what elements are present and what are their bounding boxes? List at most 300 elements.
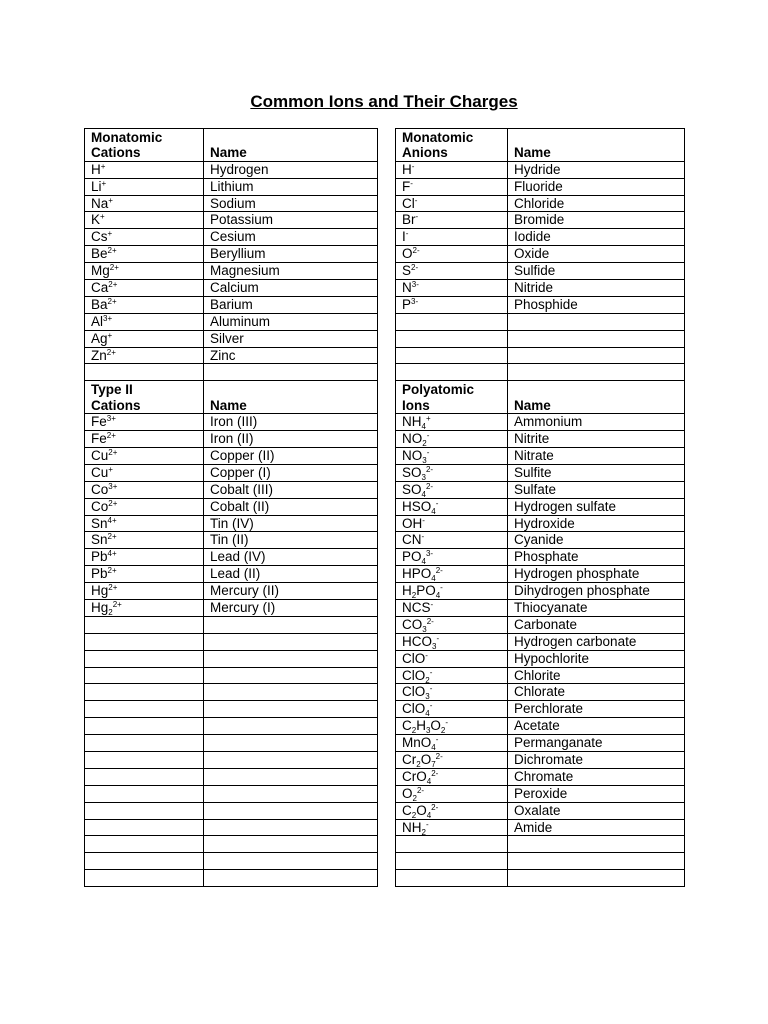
ion-name	[508, 464, 685, 481]
ion-name-text: Copper (I)	[210, 464, 271, 480]
ion-subscript: 2	[411, 591, 417, 600]
table-row	[396, 701, 685, 718]
ion-symbol	[396, 313, 508, 330]
ion-name	[204, 195, 378, 212]
ion-charge: -	[429, 684, 433, 694]
table-row	[396, 532, 685, 549]
section-header-line: Type II	[91, 382, 133, 398]
ion-symbol	[85, 599, 204, 616]
ion-subscript: 2	[425, 675, 430, 684]
ion-name	[508, 263, 685, 280]
ion-charge: +	[425, 414, 431, 424]
table-row	[85, 583, 378, 600]
table-row	[396, 481, 685, 498]
ion-charge: 2+	[107, 246, 117, 256]
ion-symbol	[396, 853, 508, 870]
table-row	[85, 431, 378, 448]
ion-name-text: Phosphide	[514, 296, 578, 312]
table-row	[85, 701, 378, 718]
ion-name	[204, 566, 378, 583]
ion-symbol-text: H	[402, 583, 412, 599]
section-header-row	[396, 381, 685, 414]
table-row	[396, 819, 685, 836]
ion-name	[508, 785, 685, 802]
ion-name	[508, 701, 685, 718]
ion-symbol-text: I	[402, 229, 406, 245]
table-row	[396, 313, 685, 330]
ion-name	[204, 263, 378, 280]
ion-symbol-text: Ba	[91, 296, 108, 312]
ion-name	[508, 195, 685, 212]
ion-subscript: 2	[411, 726, 417, 735]
name-column-header	[508, 381, 685, 414]
ion-name-text: Carbonate	[514, 616, 578, 632]
ion-name-text: Amide	[514, 819, 553, 835]
ion-name	[508, 853, 685, 870]
ion-symbol	[85, 718, 204, 735]
ion-name	[508, 599, 685, 616]
ion-name	[204, 836, 378, 853]
ion-name-text: Perchlorate	[514, 701, 584, 717]
ion-symbol-text: N	[402, 280, 412, 296]
ion-name-text: Mercury (I)	[210, 599, 276, 615]
ion-symbol	[396, 684, 508, 701]
ion-symbol-text: H	[402, 161, 412, 177]
table-row	[85, 515, 378, 532]
ion-name	[508, 229, 685, 246]
ion-symbol-text: O	[416, 802, 427, 818]
table-row	[396, 853, 685, 870]
ion-symbol-text: MnO	[402, 735, 432, 751]
table-row	[85, 364, 378, 381]
table-row	[85, 532, 378, 549]
ion-name	[508, 836, 685, 853]
ion-name-text: Barium	[210, 296, 253, 312]
ion-name	[204, 330, 378, 347]
ion-subscript: 2	[108, 607, 113, 617]
ion-symbol	[396, 701, 508, 718]
ion-name-text: Hypochlorite	[514, 650, 590, 666]
table-row	[85, 616, 378, 633]
ion-symbol	[396, 195, 508, 212]
ion-name	[508, 667, 685, 684]
ion-name-text: Hydrogen	[210, 161, 269, 177]
ion-charge: 3+	[103, 313, 113, 323]
ion-name-text: Fluoride	[514, 178, 563, 194]
ion-symbol	[85, 178, 204, 195]
ion-name	[508, 447, 685, 464]
ion-name	[508, 330, 685, 347]
table-row	[85, 347, 378, 364]
ion-subscript: 3	[422, 455, 427, 465]
ion-charge: +	[100, 212, 105, 222]
ion-symbol-text: SO	[402, 481, 422, 497]
table-row	[396, 836, 685, 853]
table-row	[396, 684, 685, 701]
ion-symbol-text: Pb	[91, 566, 108, 582]
ion-name	[508, 549, 685, 566]
ion-name-text: Thiocyanate	[514, 599, 588, 615]
table-row	[396, 229, 685, 246]
ion-symbol	[85, 364, 204, 381]
ion-name-text: Dihydrogen phosphate	[514, 583, 650, 599]
table-row	[85, 785, 378, 802]
table-row	[396, 870, 685, 887]
ion-name	[204, 599, 378, 616]
ion-name	[204, 347, 378, 364]
ion-charge: 2+	[108, 498, 118, 508]
ion-symbol-text: NCS	[402, 599, 431, 615]
ion-symbol	[396, 718, 508, 735]
ion-charge: 2-	[431, 802, 439, 812]
ion-name	[204, 246, 378, 263]
ion-symbol	[396, 735, 508, 752]
ion-symbol-text: Sn	[91, 532, 108, 548]
ion-name	[204, 178, 378, 195]
ion-charge: 3-	[425, 549, 434, 559]
ion-name-text: Nitride	[514, 280, 554, 296]
ion-symbol	[396, 599, 508, 616]
ion-symbol-text: Fe	[91, 414, 107, 430]
ion-name-text: Cyanide	[514, 532, 564, 548]
table-row	[85, 768, 378, 785]
ion-charge: -	[440, 583, 443, 593]
ion-charge: 2+	[108, 447, 118, 457]
ion-name	[508, 532, 685, 549]
ion-symbol-text: H	[91, 161, 101, 177]
ion-symbol-text: C	[402, 802, 412, 818]
ion-symbol-text: Co	[91, 481, 109, 497]
ion-subscript: 3	[422, 624, 427, 634]
ion-symbol-text: NO	[402, 431, 423, 447]
ion-name	[508, 313, 685, 330]
ion-name-text: Cobalt (III)	[210, 481, 274, 497]
ion-charge: 2-	[435, 751, 443, 761]
ion-name-text: Lead (II)	[210, 566, 261, 582]
ion-name	[508, 583, 685, 600]
ion-symbol-text: HSO	[402, 498, 432, 514]
ion-charge: -	[405, 229, 409, 239]
ion-name-text: Mercury (II)	[210, 583, 279, 599]
ion-name	[508, 246, 685, 263]
ion-name-text: Hydrogen phosphate	[514, 566, 640, 582]
ion-symbol-text: ClO	[402, 667, 426, 683]
ion-name	[204, 701, 378, 718]
ion-symbol	[85, 464, 204, 481]
ion-subscript: 4	[431, 506, 436, 516]
ion-symbol	[396, 330, 508, 347]
table-row	[396, 161, 685, 178]
table-row	[396, 566, 685, 583]
ion-charge: -	[415, 212, 419, 222]
table-row	[396, 178, 685, 195]
ion-symbol	[85, 549, 204, 566]
ion-symbol-text: HPO	[402, 566, 432, 582]
ion-charge: 2+	[106, 431, 116, 441]
ion-subscript: 2	[411, 810, 417, 820]
ion-charge: -	[421, 532, 425, 542]
name-column-header	[204, 129, 378, 162]
ion-symbol	[85, 802, 204, 819]
table-row	[85, 313, 378, 330]
ion-charge: +	[101, 178, 107, 188]
table-row	[396, 515, 685, 532]
table-row	[396, 718, 685, 735]
ion-subscript: 2	[440, 726, 446, 735]
ion-name-text: Cobalt (II)	[210, 498, 270, 514]
ion-symbol-text: Cl	[402, 195, 415, 211]
ion-charge: 3-	[411, 280, 419, 290]
name-header-label: Name	[210, 397, 247, 413]
ion-name	[508, 161, 685, 178]
ion-name	[204, 532, 378, 549]
name-header-label: Name	[514, 145, 551, 161]
ion-name	[508, 650, 685, 667]
ion-name-text: Copper (II)	[210, 447, 275, 463]
table-row	[85, 870, 378, 887]
table-row	[85, 751, 378, 768]
ion-symbol-text: Ca	[91, 280, 109, 296]
ion-symbol	[85, 431, 204, 448]
ion-symbol	[396, 549, 508, 566]
ion-charge: 3+	[106, 414, 116, 424]
ion-symbol	[85, 751, 204, 768]
ion-name	[204, 583, 378, 600]
ion-symbol-text: ClO	[402, 650, 426, 666]
section-header-line: Monatomic	[91, 129, 163, 145]
ion-name-text: Lithium	[210, 178, 254, 194]
ion-subscript: 4	[426, 810, 432, 820]
ion-symbol	[396, 819, 508, 836]
table-row	[85, 414, 378, 431]
ion-symbol-text: Sn	[91, 515, 108, 531]
ion-symbol	[85, 447, 204, 464]
ion-name-text: Hydride	[514, 161, 561, 177]
ion-name-text: Iodide	[514, 229, 551, 245]
table-row	[396, 751, 685, 768]
ion-charge: -	[422, 515, 425, 525]
ion-name	[204, 481, 378, 498]
section-header-row	[85, 381, 378, 414]
ion-charge: -	[429, 701, 433, 711]
ion-symbol-text: C	[402, 718, 412, 734]
table-row	[85, 667, 378, 684]
ion-symbol	[85, 498, 204, 515]
ion-charge: -	[411, 161, 415, 171]
ion-symbol	[85, 684, 204, 701]
table-row	[85, 195, 378, 212]
ion-symbol	[85, 633, 204, 650]
ion-symbol	[85, 296, 204, 313]
table-row	[85, 447, 378, 464]
ion-name-text: Oxalate	[514, 802, 561, 818]
ion-name-text: Zinc	[210, 347, 236, 363]
table-row	[85, 161, 378, 178]
ion-name-text: Chlorate	[514, 684, 566, 700]
table-row	[85, 464, 378, 481]
table-row	[396, 785, 685, 802]
table-row	[85, 280, 378, 297]
ion-name-text: Sulfide	[514, 263, 556, 279]
ion-name-text: Iron (II)	[210, 431, 254, 447]
ion-symbol-text: CN	[402, 532, 422, 548]
ion-name-text: Bromide	[514, 212, 565, 228]
ion-name	[204, 296, 378, 313]
table-row	[85, 330, 378, 347]
ion-charge: -	[426, 447, 430, 457]
ion-symbol	[396, 667, 508, 684]
table-row	[85, 566, 378, 583]
table-row	[396, 263, 685, 280]
ion-name-text: Peroxide	[514, 785, 568, 801]
table-row	[85, 263, 378, 280]
table-row	[85, 718, 378, 735]
ion-subscript: 4	[425, 709, 430, 718]
ion-name	[508, 212, 685, 229]
ion-name	[508, 178, 685, 195]
ion-charge: +	[108, 464, 113, 474]
ion-subscript: 3	[425, 692, 430, 701]
ion-subscript: 4	[421, 489, 426, 499]
ion-name	[204, 229, 378, 246]
ion-name	[204, 616, 378, 633]
ion-symbol	[396, 616, 508, 633]
ion-name	[204, 870, 378, 887]
ion-symbol	[396, 515, 508, 532]
ion-symbol-text: PO	[402, 549, 422, 565]
ion-symbol-text: CO	[402, 616, 423, 632]
ion-name-text: Sulfite	[514, 464, 552, 480]
ion-symbol-text: F	[402, 178, 411, 194]
section-header	[85, 381, 204, 414]
ion-symbol	[85, 819, 204, 836]
section-header-line: Cations	[91, 397, 141, 413]
ion-name	[204, 853, 378, 870]
ion-name-text: Oxide	[514, 246, 550, 262]
ion-symbol	[85, 195, 204, 212]
ion-subscript: 2	[422, 439, 427, 448]
table-row	[396, 464, 685, 481]
table-row	[396, 735, 685, 752]
ion-charge: 2+	[107, 532, 117, 542]
ion-charge: 2-	[416, 785, 425, 795]
ion-symbol-text: HCO	[402, 633, 432, 649]
ion-name	[204, 718, 378, 735]
ion-symbol	[85, 246, 204, 263]
ion-symbol	[85, 768, 204, 785]
name-column-header	[508, 129, 685, 162]
ion-name	[204, 633, 378, 650]
ion-symbol	[85, 263, 204, 280]
ion-name	[508, 802, 685, 819]
ion-subscript: 4	[435, 591, 441, 600]
ion-name	[204, 498, 378, 515]
ion-name	[204, 819, 378, 836]
ion-name	[508, 735, 685, 752]
ion-name-text: Acetate	[514, 718, 560, 734]
ion-name	[508, 616, 685, 633]
ion-symbol-text: OH	[402, 515, 423, 531]
ion-charge: -	[425, 819, 429, 829]
ion-name-text: Ammonium	[514, 414, 583, 430]
ion-symbol	[85, 566, 204, 583]
ion-symbol	[85, 481, 204, 498]
ion-charge: 2+	[107, 296, 117, 306]
table-row	[85, 735, 378, 752]
table-row	[85, 633, 378, 650]
ion-name	[508, 870, 685, 887]
ion-name-text: Tin (II)	[210, 532, 249, 548]
ion-symbol-text: Br	[402, 212, 416, 228]
ion-name-text: Sulfate	[514, 481, 557, 497]
table-row	[85, 229, 378, 246]
ion-symbol-text: ClO	[402, 701, 426, 717]
ion-symbol	[396, 280, 508, 297]
ion-symbol-text: Cs	[91, 229, 108, 245]
table-row	[396, 447, 685, 464]
ion-charge: -	[414, 195, 418, 205]
ion-charge: +	[107, 229, 113, 239]
ion-charge: 4+	[107, 549, 117, 559]
section-header-line: Cations	[91, 145, 141, 161]
ion-name-text: Aluminum	[210, 313, 271, 329]
ion-name-text: Beryllium	[210, 246, 266, 262]
table-row	[396, 212, 685, 229]
table-row	[396, 616, 685, 633]
ion-name	[204, 650, 378, 667]
section-header-line: Ions	[402, 397, 430, 413]
ion-charge: 2-	[411, 263, 419, 273]
ion-symbol-text: O	[402, 785, 413, 801]
ion-subscript: 7	[431, 759, 436, 769]
ion-symbol	[396, 229, 508, 246]
ion-symbol-text: S	[402, 263, 412, 279]
ion-name-text: Chlorite	[514, 667, 561, 683]
ion-symbol-text: P	[402, 296, 412, 312]
ion-symbol	[85, 515, 204, 532]
ion-symbol-text: Mg	[91, 263, 110, 279]
ion-symbol	[85, 701, 204, 718]
ion-symbol	[85, 667, 204, 684]
ion-subscript: 3	[425, 726, 431, 735]
ion-name	[508, 498, 685, 515]
ion-charge: 2+	[106, 347, 116, 357]
ion-subscript: 4	[421, 557, 426, 566]
ion-name-text: Nitrate	[514, 447, 554, 463]
ion-name	[204, 447, 378, 464]
ion-name	[204, 364, 378, 381]
table-row	[85, 549, 378, 566]
ion-symbol	[396, 431, 508, 448]
ion-symbol-text: ClO	[402, 684, 426, 700]
ion-symbol	[396, 566, 508, 583]
ion-symbol	[85, 836, 204, 853]
page-title: Common Ions and Their Charges	[250, 92, 518, 111]
ion-subscript: 3	[421, 472, 426, 482]
ion-symbol	[396, 414, 508, 431]
ion-symbol	[396, 481, 508, 498]
name-header-label: Name	[514, 397, 551, 413]
ion-name	[204, 768, 378, 785]
ion-symbol-text: O	[420, 751, 432, 767]
ion-symbol-text: NH	[402, 819, 422, 835]
ion-name-text: Chloride	[514, 195, 565, 211]
ion-symbol	[396, 650, 508, 667]
table-row	[396, 802, 685, 819]
table-row	[85, 599, 378, 616]
ion-name-text: Iron (III)	[210, 414, 258, 430]
section-header-line: Anions	[402, 145, 448, 161]
